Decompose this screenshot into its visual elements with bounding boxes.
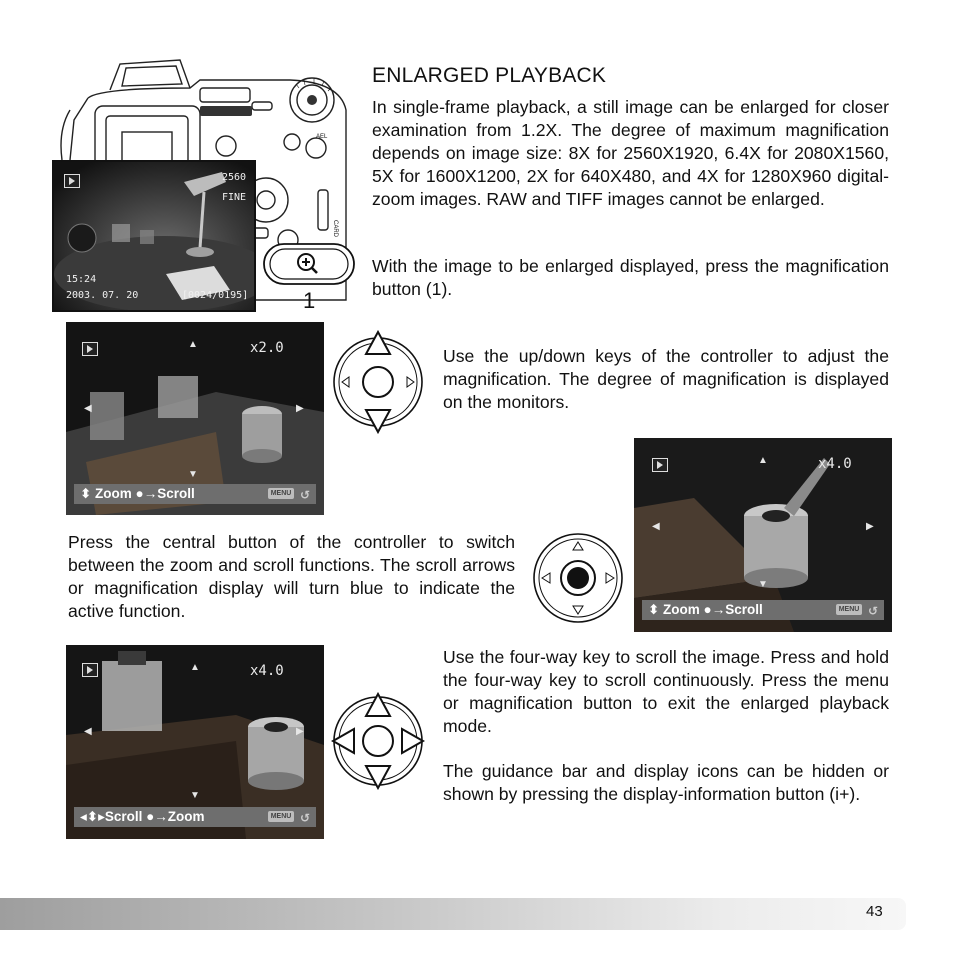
four-way-key-paragraph: Use the four-way key to scroll the image. Press and hold the four-way key to scroll continuously. Press the menu or magnification button to exit the enlarged playback mode. [443,647,889,736]
guidance-text: ⬍ Zoom ●→Scroll [648,602,763,617]
controller-updown-diagram [330,330,426,436]
menu-icon: MENU [268,488,294,499]
controller-fourway-diagram [330,692,426,790]
scroll-left-arrow: ◀ [84,403,92,414]
scroll-screen-x4 [66,645,324,839]
magnification-button-callout [262,242,356,288]
page-footer-bar [0,898,906,930]
updown-keys-paragraph: Use the up/down keys of the controller to adjust the magnification. The degree of magnification is displayed on the monitors. [443,346,889,412]
scroll-up-arrow: ▲ [188,339,198,350]
date-label: 2003. 07. 20 [66,290,139,301]
central-button-paragraph: Press the central button of the controller to switch between the zoom and scroll functions. The scroll arrows or magnification display will turn blue to indicate the active function. [68,532,515,621]
scroll-up-arrow: ▲ [758,455,768,466]
image-quality-label: FINE [222,192,247,203]
magnification-display: x4.0 [818,456,852,472]
playback-icon [64,174,80,188]
magnification-display: x4.0 [250,663,284,679]
page-title: ENLARGED PLAYBACK [372,64,607,87]
scroll-left-arrow: ◀ [652,521,660,532]
intro-paragraph: In single-frame playback, a still image can be enlarged for closer examination from 1.2X. The degree of maximum magnification depends on image size: 8X for 2560X1920, 6.4X for 2080X1560, 5X for 1600X1200, 2X for 640X480, and 4X for 1280X960 digital-zoom images. RAW and TIFF images cannot be enlarged. [372,97,889,209]
card-label: CARD [332,220,338,238]
return-icon: ↺ [299,488,310,502]
still-life-photo [54,162,254,310]
scroll-down-arrow: ▼ [188,469,198,480]
magnification-display: x2.0 [250,340,284,356]
scroll-right-arrow: ▶ [866,521,874,532]
scroll-right-arrow: ▶ [296,726,304,737]
scroll-right-arrow: ▶ [296,403,304,414]
magnify-instruction-paragraph: With the image to be enlarged displayed, press the magnification button (1). [372,256,889,299]
playback-icon [82,663,98,677]
camera-lcd-screen [52,160,256,312]
ael-label: AEL [316,134,328,140]
guidance-text: ◂⬍▸Scroll ●→Zoom [80,809,205,824]
callout-number: 1 [303,288,316,313]
time-label: 15:24 [66,274,97,285]
center-button-icon [567,567,589,589]
zoom-screen-x4 [634,438,892,632]
scroll-down-arrow: ▼ [190,790,200,801]
playback-icon [82,342,98,356]
playback-icon [652,458,668,472]
frame-counter-label: [0024/0195] [182,290,249,301]
scroll-up-arrow: ▲ [190,662,200,673]
menu-icon: MENU [268,811,294,822]
return-icon: ↺ [299,811,310,825]
image-size-label: 2560 [222,172,247,183]
scroll-left-arrow: ◀ [84,726,92,737]
return-icon: ↺ [867,604,878,618]
guidance-text: ⬍ Zoom ●→Scroll [80,486,195,501]
menu-icon: MENU [836,604,862,615]
guidance-bar [74,807,316,827]
zoom-screen-x2 [66,322,324,515]
guidance-bar-paragraph: The guidance bar and display icons can be hidden or shown by pressing the display-information button (i+). [443,761,889,804]
controller-center-diagram [530,530,626,626]
scroll-down-arrow: ▼ [758,579,768,590]
guidance-bar [74,484,316,504]
page-number: 43 [866,903,883,920]
guidance-bar [642,600,884,620]
